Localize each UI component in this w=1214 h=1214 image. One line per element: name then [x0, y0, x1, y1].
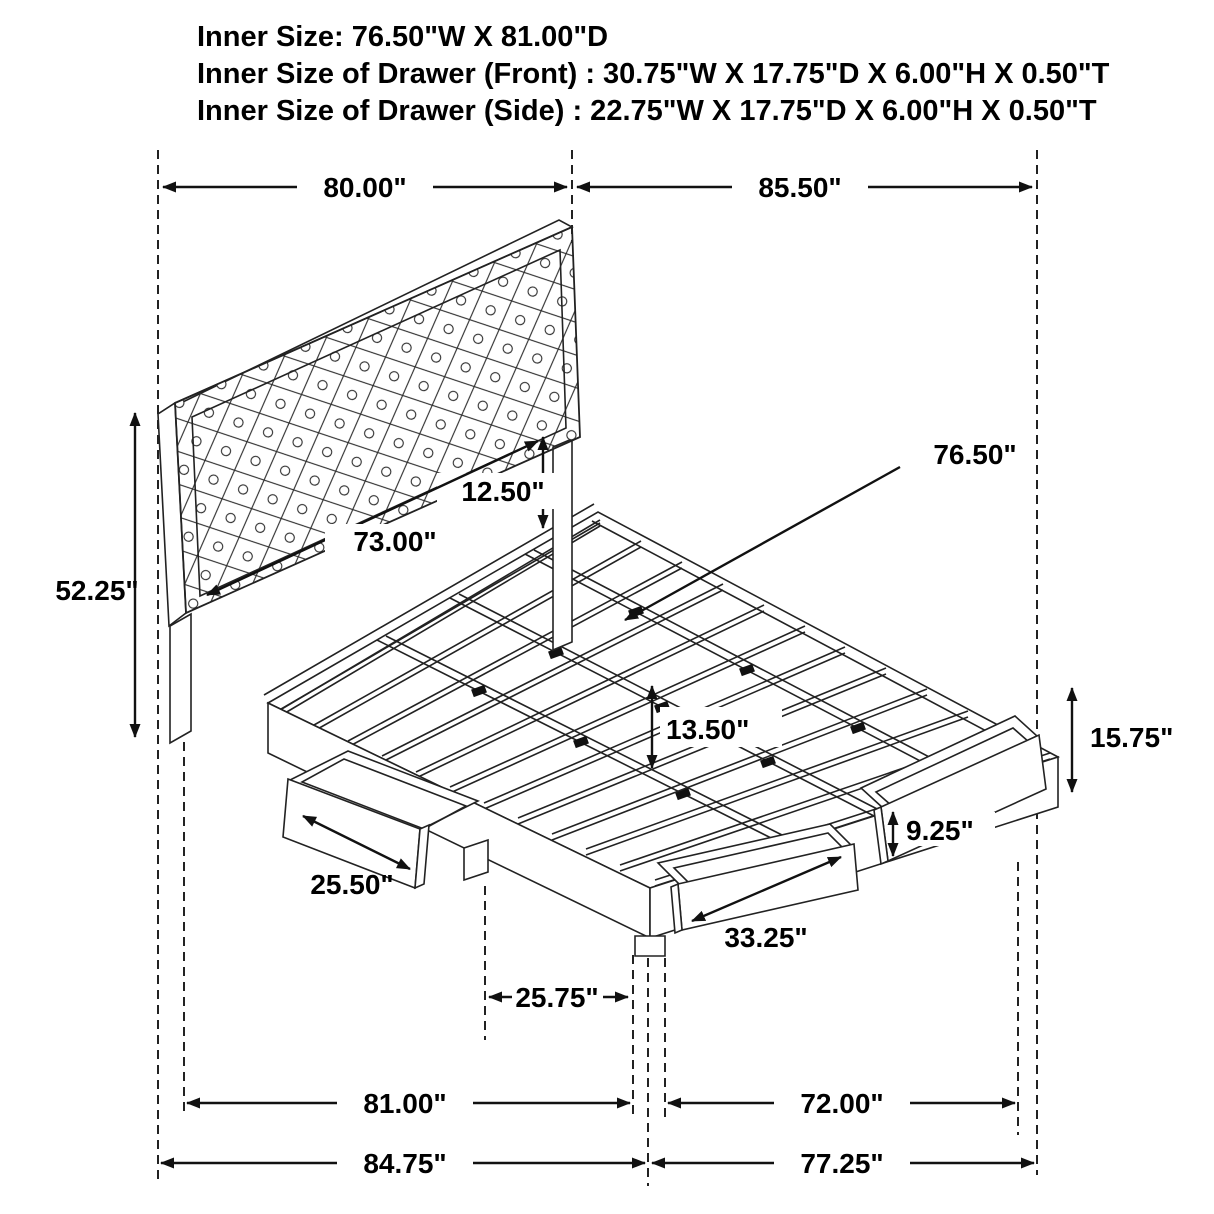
dim-front-drawer-width: 33.25": [724, 922, 808, 953]
headboard-left-post: [170, 614, 191, 743]
dim-overall-length: 84.75": [363, 1148, 447, 1179]
dim-headboard-gap: 12.50": [461, 476, 545, 507]
drawer-support-leg: [464, 840, 488, 880]
dim-headboard-span: 80.00": [323, 172, 407, 203]
dim-headboard-width: 73.00": [353, 526, 437, 557]
drawer-front-size-line: Inner Size of Drawer (Front) : 30.75"W X 17.75"D X 6.00"H X 0.50"T: [197, 58, 1110, 90]
dim-overall-foot-span: 77.25": [800, 1148, 884, 1179]
dim-foot-span-inner: 72.00": [800, 1088, 884, 1119]
dim-headboard-height: 52.25": [55, 575, 139, 606]
corner-leg: [635, 936, 665, 956]
dim-side-drawer-width: 25.50": [310, 869, 394, 900]
dim-base-length: 81.00": [363, 1088, 447, 1119]
dim-frame-height: 13.50": [666, 714, 750, 745]
dim-drawer-face-height: 9.25": [906, 815, 974, 846]
headboard-right-post: [553, 439, 572, 650]
inner-size-line: Inner Size: 76.50"W X 81.00"D: [197, 21, 609, 53]
dim-slat-length: 76.50": [933, 439, 1017, 470]
drawer-side-size-line: Inner Size of Drawer (Side) : 22.75"W X 17.75"D X 6.00"H X 0.50"T: [197, 95, 1097, 127]
dim-foot-end-height: 15.75": [1090, 722, 1174, 753]
dim-platform-span: 85.50": [758, 172, 842, 203]
dim-leg-spacing: 25.75": [515, 982, 599, 1013]
